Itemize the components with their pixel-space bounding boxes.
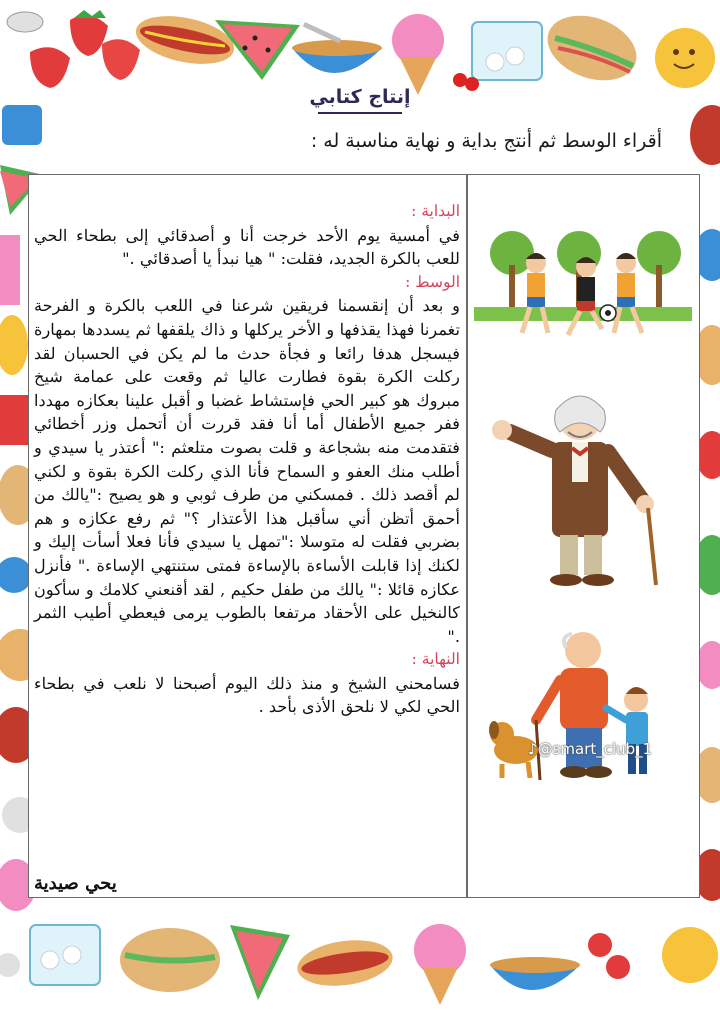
ending-label: النهاية : [411,650,460,669]
food-border-bottom [0,905,720,1015]
column-divider [466,174,468,897]
middle-label: الوسط : [405,272,460,291]
title-underline [318,112,402,114]
ending-paragraph: فسامحني الشيخ و منذ ذلك اليوم أصبحنا لا نلعب في بطحاء الحي لكي لا نلحق الأذى بأحد . [34,673,460,717]
page-title: إنتاج كتابي [309,86,411,108]
exercise-instruction: أقراء الوسط ثم أنتج بداية و نهاية مناسبة له : [310,130,662,152]
beginning-label: البداية : [411,202,460,220]
old-man-child-dog-illustration [488,630,688,790]
social-watermark: ♪@smart_club_1 [528,740,653,758]
beginning-paragraph: في أمسية يوم الأحد خرجت أنا و أصدقائي إلى بطحاء الحي للعب بالكرة الجديد، فقلت: " هيا نبدأ يا أصدقائي ." [34,225,460,269]
middle-paragraph: و بعد أن إنقسمنا فريقين شرعنا في اللعب بالكرة و الفرحة تغمرنا فهذا يقذفها و الأخر يركلها و ذاك يلقفها ثم يسددها بمهارة فيسجل هدفا رائعا و فجأة حدث ما لم يكن في الحسبان لقد ركلت الكرة بقوة فطارت عاليا ثم وقعت على عمامة شيخ مبروك هو كبير الحي فإستشاط غضبا و أقبل علينا بعكازه مهددا ففر جميع الأطفال أما أنا فقد قررت أن أتحمل وزر أخطائي فتقدمت منه بشجاعة و قلت بصوت متلعثم :" أعتذر يا سيدي و أطلب منك العفو و السماح فأنا الذي ركلت الكرة بقوة و لكني لم أقصد ذلك . فمسكني من طرف ثوبي و هو يصيح :"يالك من أحمق أتظن أني سأقبل هذا الأعتذار ؟" ثم رفع عكازه و هم بضربي فقلت له متوسلا :"تمهل يا سيدي فأنا فعلا أسأت إليك و لكنك إذا قابلت الأساءة بالإساءة فمتى ستنتهي الإساءة ." فأنزل عكازه قائلا :" يالك من طفل حكيم , لقد أقنعني كلامك و سأكون كالنخيل على الأحقاد مرتفعا بالطوب يرمى فيعطي أطيب الثمر ." [34,296,460,646]
author-name: يحي صيدية [34,873,117,894]
children-playing-illustration [474,225,692,350]
story-text [34,200,460,719]
angry-old-man-illustration [480,390,680,590]
